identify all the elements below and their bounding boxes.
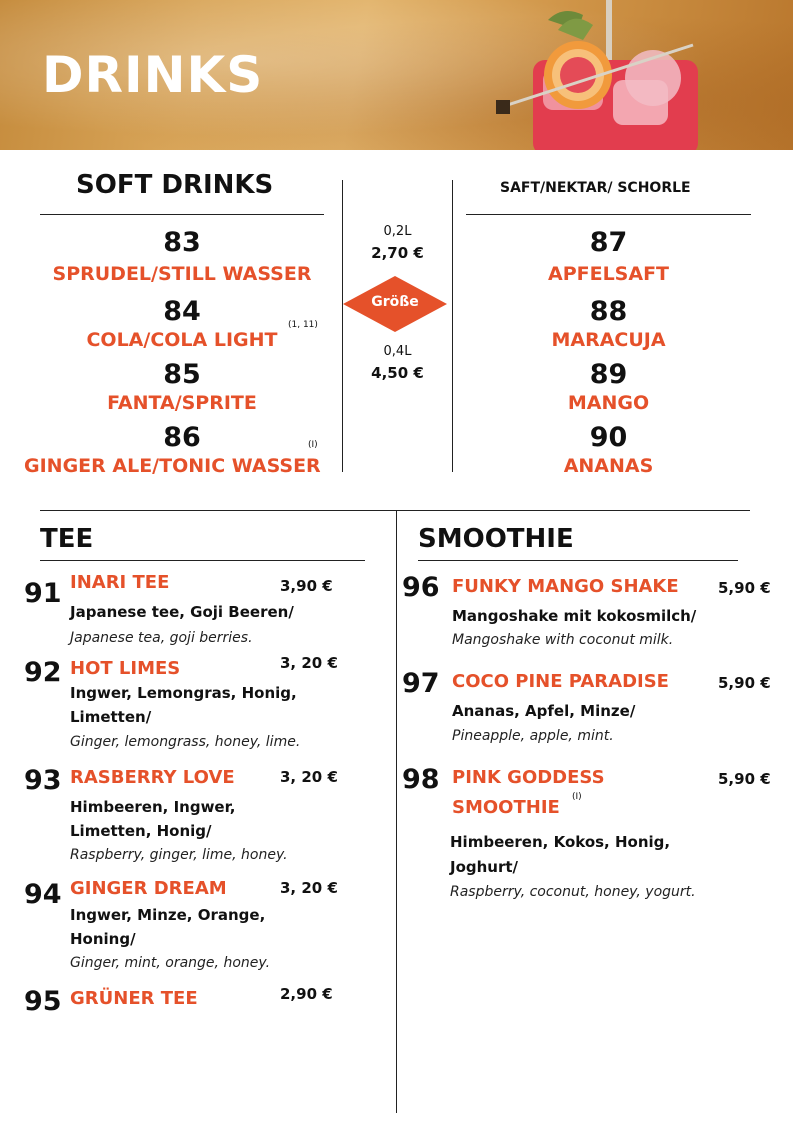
size-badge	[343, 276, 447, 332]
menu-item-description: Joghurt/	[450, 858, 519, 876]
menu-item-number: 95	[24, 986, 62, 1017]
menu-item-name: FANTA/SPRITE	[107, 392, 257, 414]
menu-item-name: HOT LIMES	[70, 658, 181, 679]
menu-item-number: 85	[163, 359, 201, 390]
menu-item-name: COCO PINE PARADISE	[452, 671, 669, 692]
menu-item-description: Ananas, Apfel, Minze/	[452, 702, 636, 720]
price-large: 4,50 €	[371, 364, 424, 382]
tee-heading: TEE	[40, 524, 94, 554]
allergen-note: (I)	[308, 440, 318, 450]
menu-item-name: INARI TEE	[70, 572, 170, 593]
menu-item-number: 91	[24, 578, 62, 609]
header-banner	[0, 0, 793, 150]
menu-item-number: 87	[589, 227, 628, 258]
soft-drinks-heading: SOFT DRINKS	[76, 170, 274, 200]
smoothie-heading: SMOOTHIE	[418, 524, 574, 554]
menu-item-english: Raspberry, coconut, honey, yogurt.	[450, 884, 696, 900]
menu-item-price: 3, 20 €	[280, 768, 338, 786]
menu-item-number: 93	[24, 765, 62, 796]
menu-item-name: GINGER DREAM	[70, 878, 227, 899]
menu-item-name: COLA/COLA LIGHT	[86, 329, 278, 351]
menu-item-name: SPRUDEL/STILL WASSER	[52, 263, 312, 285]
section-divider	[40, 510, 750, 511]
menu-item-price: 2,90 €	[280, 985, 333, 1003]
menu-item-description: Ingwer, Lemongras, Honig,	[70, 684, 297, 702]
menu-item-english: Raspberry, ginger, lime, honey.	[70, 847, 288, 863]
menu-item-number: 97	[402, 668, 440, 699]
menu-item-description: Mangoshake mit kokosmilch/	[452, 607, 697, 625]
menu-item-description: Honing/	[70, 930, 136, 948]
size-small: 0,2L	[383, 224, 412, 239]
menu-item-description: Limetten, Honig/	[70, 822, 212, 840]
allergen-note: (1, 11)	[288, 320, 318, 330]
menu-item-english: Mangoshake with coconut milk.	[452, 632, 674, 648]
menu-item-description: Ingwer, Minze, Orange,	[70, 906, 266, 924]
menu-item-description: Limetten/	[70, 708, 152, 726]
menu-item-name: RASBERRY LOVE	[70, 767, 235, 788]
cocktail-image	[488, 0, 718, 150]
menu-item-description: Himbeeren, Ingwer,	[70, 798, 236, 816]
menu-item-description: Japanese tee, Goji Beeren/	[70, 603, 294, 621]
menu-item-english: Ginger, mint, orange, honey.	[70, 955, 271, 971]
menu-item-number: 84	[163, 296, 201, 327]
menu-item-price: 5,90 €	[718, 770, 771, 788]
menu-item-number: 86	[163, 422, 201, 453]
menu-item-name: APFELSAFT	[547, 263, 670, 285]
menu-item-number: 83	[163, 227, 201, 258]
menu-item-name: MANGO	[567, 392, 650, 414]
menu-item-price: 3, 20 €	[280, 879, 338, 897]
menu-item-number: 96	[402, 572, 440, 603]
menu-item-number: 88	[589, 296, 628, 327]
menu-item-name: MARACUJA	[551, 329, 666, 351]
tee-divider	[40, 560, 365, 561]
saft-divider	[466, 214, 751, 215]
allergen-note: (I)	[572, 792, 582, 802]
menu-item-price: 5,90 €	[718, 579, 771, 597]
menu-item-name: PINK GODDESS	[452, 767, 605, 788]
menu-item-price: 3,90 €	[280, 577, 333, 595]
size-large: 0,4L	[383, 344, 412, 359]
menu-item-name: GINGER ALE/TONIC WASSER	[24, 455, 321, 477]
column-divider	[452, 180, 453, 472]
menu-item-price: 3, 20 €	[280, 654, 338, 672]
menu-item-name: FUNKY MANGO SHAKE	[452, 576, 679, 597]
menu-item-number: 89	[589, 359, 628, 390]
saft-heading: SAFT/NEKTAR/ SCHORLE	[500, 180, 691, 196]
menu-item-name: ANANAS	[563, 455, 654, 477]
menu-item-description: Himbeeren, Kokos, Honig,	[450, 833, 671, 851]
menu-item-english: Pineapple, apple, mint.	[452, 728, 614, 744]
menu-item-name: SMOOTHIE	[452, 797, 560, 818]
soft-drinks-divider	[40, 214, 324, 215]
size-label: Größe	[371, 294, 419, 310]
menu-item-number: 98	[402, 764, 440, 795]
menu-item-english: Ginger, lemongrass, honey, lime.	[70, 734, 301, 750]
price-small: 2,70 €	[371, 244, 424, 262]
page-title: DRINKS	[42, 46, 264, 104]
column-divider	[396, 510, 397, 1113]
menu-item-price: 5,90 €	[718, 674, 771, 692]
menu-item-name: GRÜNER TEE	[70, 988, 198, 1009]
menu-item-english: Japanese tea, goji berries.	[70, 630, 253, 646]
menu-item-number: 92	[24, 657, 62, 688]
smoothie-divider	[418, 560, 738, 561]
menu-item-number: 94	[24, 879, 62, 910]
menu-item-number: 90	[589, 422, 628, 453]
